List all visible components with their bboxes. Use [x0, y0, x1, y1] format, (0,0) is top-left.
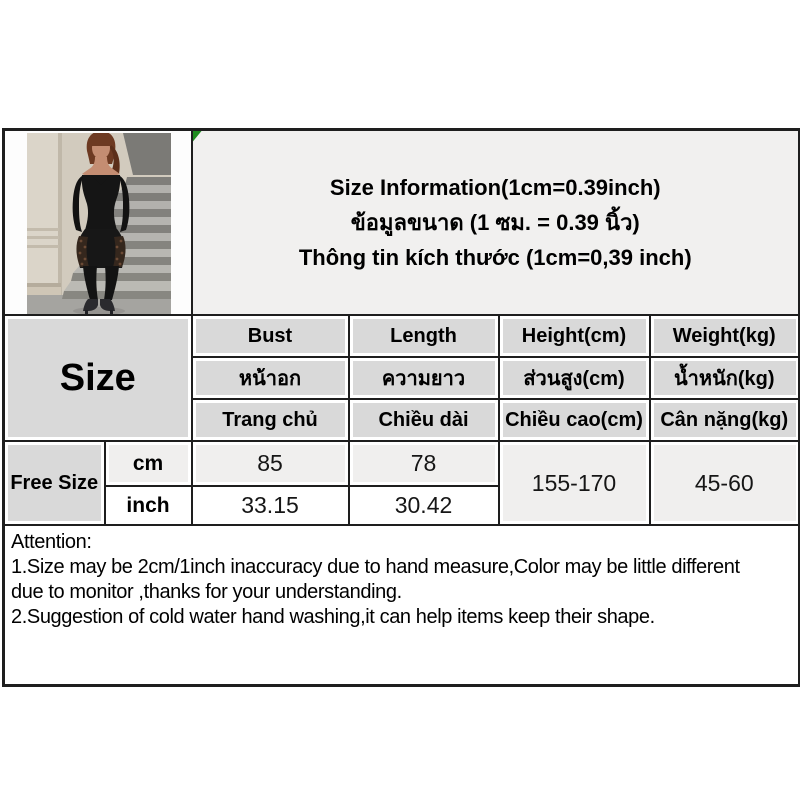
header-height-vi: Chiều cao(cm) [499, 399, 650, 441]
size-table [2, 128, 800, 687]
header-weight-en: Weight(kg) [650, 315, 800, 357]
header-bust-en: Bust [192, 315, 349, 357]
attention-note [4, 525, 800, 686]
value-bust-cm: 85 [192, 441, 349, 486]
header-bust-th: หน้าอก [192, 357, 349, 399]
header-height-th: ส่วนสูง(cm) [499, 357, 650, 399]
title-vi: Thông tin kích thước (1cm=0,39 inch) [298, 245, 692, 270]
attention-heading: Attention: [11, 531, 92, 553]
title-en: Size Information(1cm=0.39inch) [329, 175, 661, 200]
header-length-en: Length [349, 315, 499, 357]
value-bust-inch: 33.15 [192, 486, 349, 525]
attention-line-3: 2.Suggestion of cold water hand washing,it can help items keep their shape. [11, 606, 655, 628]
corner-size-header: Size [4, 315, 192, 441]
row-label-free-size: Free Size [4, 441, 105, 525]
unit-inch: inch [105, 486, 192, 525]
green-corner-marker-icon [193, 131, 202, 142]
value-length-cm: 78 [349, 441, 499, 486]
header-length-th: ความยาว [349, 357, 499, 399]
value-weight-range: 45-60 [650, 441, 800, 525]
header-weight-vi: Cân nặng(kg) [650, 399, 800, 441]
attention-line-1: 1.Size may be 2cm/1inch inaccuracy due to hand measure,Color may be little different [11, 556, 740, 578]
header-weight-th: น้ำหนัก(kg) [650, 357, 800, 399]
header-height-en: Height(cm) [499, 315, 650, 357]
size-chart-sheet [2, 128, 798, 687]
product-photo [27, 133, 171, 315]
title-cell [192, 130, 800, 316]
value-height-range: 155-170 [499, 441, 650, 525]
header-bust-vi: Trang chủ [192, 399, 349, 441]
product-photo-cell [4, 130, 192, 316]
attention-line-2: due to monitor ,thanks for your understanding. [11, 581, 402, 603]
title-th: ข้อมูลขนาด (1 ซม. = 0.39 นิ้ว) [350, 210, 640, 235]
unit-cm: cm [105, 441, 192, 486]
value-length-inch: 30.42 [349, 486, 499, 525]
header-length-vi: Chiều dài [349, 399, 499, 441]
